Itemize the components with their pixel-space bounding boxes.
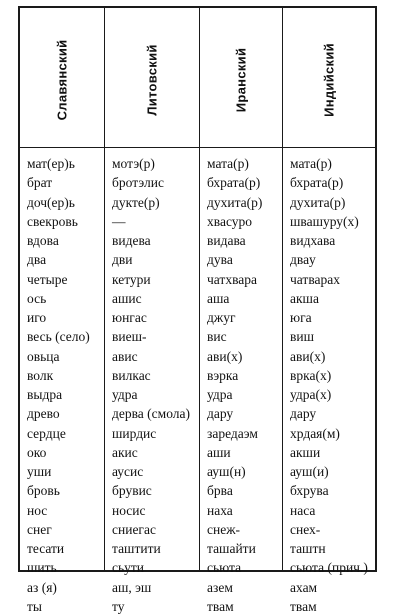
word-cell: сьюта	[207, 560, 242, 576]
word-cell: видава	[207, 233, 246, 248]
word-cell: заредаэм	[207, 425, 258, 441]
column-header-iranian: Иранский	[233, 47, 249, 113]
word-cell: выдра	[27, 387, 63, 402]
word-cell: бровь	[27, 483, 60, 499]
word-cell: дваy	[290, 252, 316, 268]
word-cell: наха	[207, 502, 233, 518]
word-cell: волк	[27, 367, 54, 383]
word-cell: ты	[27, 598, 42, 614]
word-cell: вис	[207, 329, 227, 345]
word-cell: ауш(н)	[207, 464, 246, 479]
word-cell: дару	[290, 406, 317, 422]
word-cell: нос	[27, 502, 48, 518]
column-header-cell	[105, 8, 199, 148]
word-cell: таштити	[112, 541, 161, 556]
word-cell: чатхвара	[207, 271, 258, 287]
word-cell: бхрува	[290, 483, 329, 499]
word-list-iranian	[207, 154, 280, 616]
word-cell: овьца	[27, 348, 60, 364]
word-cell: духита(р)	[207, 194, 263, 210]
word-cell: удра	[207, 387, 233, 402]
word-cell: брва	[207, 483, 233, 499]
word-list-lithuanian	[112, 154, 197, 616]
word-cell: свекровь	[27, 213, 78, 229]
word-cell: удра(х)	[290, 387, 332, 402]
word-cell: вилкас	[112, 367, 151, 383]
word-cell: дерва (смола)	[112, 406, 191, 422]
word-cell: ту	[112, 598, 125, 614]
word-cell: видхава	[290, 233, 336, 248]
word-cell: аша	[207, 290, 230, 306]
word-cell: мата(р)	[207, 156, 249, 171]
word-cell: швашуру(х)	[290, 213, 359, 229]
word-cell: мат(ер)ь	[27, 156, 75, 171]
word-cell: джуг	[207, 310, 236, 325]
word-cell: ташайти	[207, 541, 256, 556]
word-cell: твам	[290, 598, 317, 614]
word-cell: иго	[27, 310, 47, 325]
word-cell: акша	[290, 290, 319, 306]
word-cell: сниегас	[112, 521, 156, 537]
word-cell: вэрка	[207, 367, 239, 383]
word-cell: доч(ер)ь	[27, 194, 75, 210]
comparison-table	[18, 6, 377, 614]
word-cell: кетури	[112, 271, 151, 287]
word-cell: сьюта (прич.)	[290, 560, 368, 576]
word-cell: сердце	[27, 425, 66, 441]
column-iranian	[199, 8, 282, 614]
word-cell: удра	[112, 387, 138, 402]
word-cell: хрдая(м)	[290, 425, 340, 441]
word-cell: вдова	[27, 233, 59, 248]
word-cell: юга	[290, 310, 312, 325]
word-cell: ави(х)	[207, 348, 243, 364]
word-cell: аусис	[112, 464, 144, 479]
word-cell: мотэ(р)	[112, 156, 155, 171]
word-cell: таштн	[290, 541, 326, 556]
word-cell: дви	[112, 252, 133, 268]
word-list-indian	[290, 154, 373, 616]
word-cell: бхрата(р)	[290, 175, 344, 191]
word-cell: ахам	[290, 579, 318, 595]
column-header-indian: Индийский	[321, 43, 337, 117]
word-cell: юнгас	[112, 310, 147, 325]
word-cell: аши	[207, 444, 231, 460]
word-cell: снеж-	[207, 521, 241, 537]
word-cell: акис	[112, 444, 138, 460]
word-cell: хвасуро	[207, 213, 253, 229]
word-cell: два	[27, 252, 47, 268]
word-cell: мата(р)	[290, 156, 332, 171]
column-header-lithuanian: Литовский	[144, 44, 160, 116]
word-cell: древо	[27, 406, 60, 422]
word-cell: четыре	[27, 271, 68, 287]
word-cell: сьути	[112, 560, 145, 576]
word-cell: —	[112, 213, 126, 229]
word-cell: ауш(и)	[290, 464, 329, 479]
word-cell: видева	[112, 233, 151, 248]
word-cell: брат	[27, 175, 53, 191]
column-header-cell	[200, 8, 282, 148]
word-cell: уши	[27, 464, 52, 479]
column-slavic	[20, 8, 104, 614]
word-cell: бротэлис	[112, 175, 164, 191]
word-cell: весь (село)	[27, 329, 90, 345]
word-cell: акши	[290, 444, 321, 460]
word-cell: дукте(р)	[112, 194, 160, 210]
column-lithuanian	[104, 8, 199, 614]
word-cell: око	[27, 444, 47, 460]
word-cell: врка(х)	[290, 367, 332, 383]
word-cell: носис	[112, 502, 146, 518]
word-cell: виеш-	[112, 329, 147, 345]
word-cell: бхрата(р)	[207, 175, 261, 191]
word-cell: снех-	[290, 521, 321, 537]
word-cell: аз (я)	[27, 579, 57, 595]
word-cell: дару	[207, 406, 234, 422]
word-cell: ави(х)	[290, 348, 326, 364]
word-cell: твам	[207, 598, 234, 614]
column-indian	[282, 8, 375, 614]
word-cell: наса	[290, 502, 316, 518]
word-cell: брувис	[112, 483, 152, 499]
word-cell: духита(р)	[290, 194, 346, 210]
word-cell: ашис	[112, 290, 142, 306]
word-cell: ширдис	[112, 425, 157, 441]
word-list-slavic	[27, 154, 102, 616]
word-cell: снег	[27, 521, 52, 537]
word-cell: аш, эш	[112, 579, 152, 595]
word-cell: виш	[290, 329, 314, 345]
word-cell: азем	[207, 579, 233, 595]
column-header-cell	[20, 8, 104, 148]
word-cell: шить	[27, 560, 57, 576]
column-header-slavic: Славянский	[54, 39, 70, 121]
word-cell: ось	[27, 290, 47, 306]
column-header-cell	[283, 8, 375, 148]
word-cell: чатварах	[290, 271, 341, 287]
word-cell: тесати	[27, 541, 65, 556]
word-cell: авис	[112, 348, 138, 364]
word-cell: дува	[207, 252, 233, 268]
